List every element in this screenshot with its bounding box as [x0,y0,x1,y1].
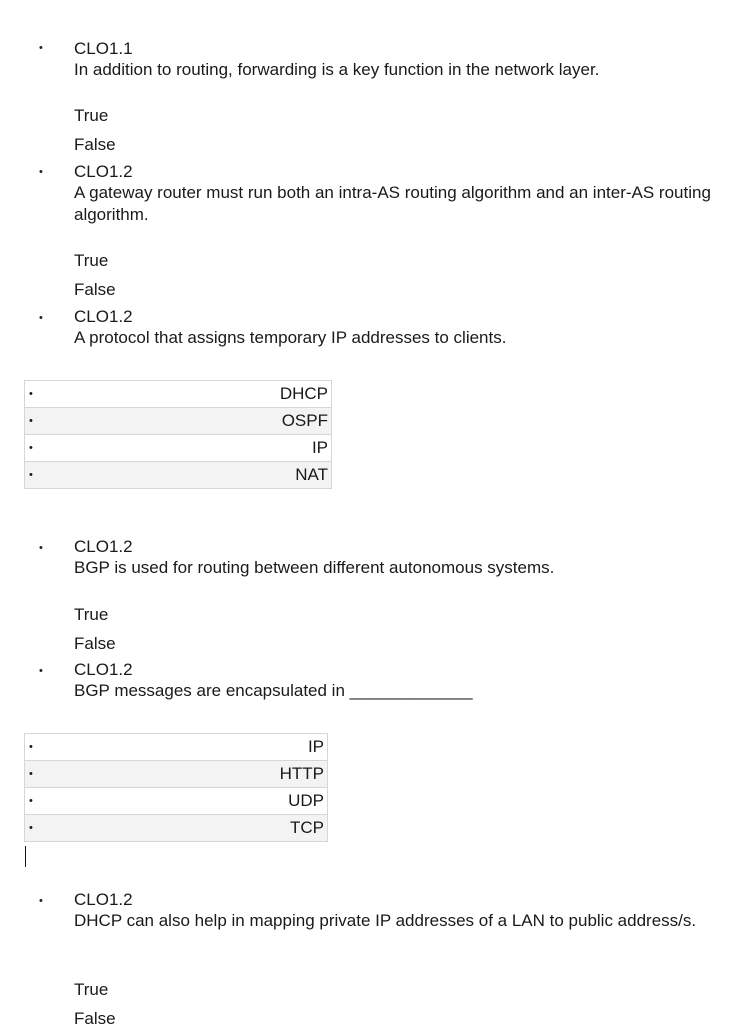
question-5-clo: CLO1.2 [74,660,133,679]
question-2-option-false[interactable]: False [74,280,116,299]
question-4-text: BGP is used for routing between different autonomous systems. [74,558,555,577]
question-4-clo: CLO1.2 [74,537,133,556]
choice-value[interactable]: UDP [45,788,328,815]
question-1-clo: CLO1.1 [74,39,133,58]
bullet-icon: • [25,734,46,761]
text-cursor [25,846,26,867]
bullet-icon: • [25,462,46,489]
question-2-clo: CLO1.2 [74,162,133,181]
question-3-text: A protocol that assigns temporary IP addresses to clients. [74,328,507,347]
choice-row[interactable] [25,435,332,462]
bullet-icon: • [25,381,46,408]
question-1-text: In addition to routing, forwarding is a key function in the network layer. [74,60,600,79]
bullet-icon: • [39,312,43,324]
bullet-icon: • [25,815,46,842]
bullet-icon: • [25,435,46,462]
question-1-option-true[interactable]: True [74,106,109,125]
bullet-icon: • [25,788,46,815]
question-1-option-false[interactable]: False [74,135,116,154]
choice-row[interactable] [25,788,328,815]
choice-value[interactable]: IP [45,435,332,462]
choice-row[interactable] [25,462,332,489]
bullet-icon: • [39,895,43,907]
question-6-clo: CLO1.2 [74,890,133,909]
choice-row[interactable] [25,408,332,435]
choice-row[interactable] [25,734,328,761]
choice-row[interactable] [25,815,328,842]
question-4-option-true[interactable]: True [74,605,109,624]
question-3-choices [24,380,332,489]
choice-value[interactable]: IP [45,734,328,761]
choice-row[interactable] [25,381,332,408]
bullet-icon: • [25,408,46,435]
question-6-option-false[interactable]: False [74,1009,116,1028]
question-6-option-true[interactable]: True [74,980,109,999]
question-5-choices [24,733,328,842]
bullet-icon: • [39,665,43,677]
choice-value[interactable]: NAT [45,462,332,489]
choice-value[interactable]: TCP [45,815,328,842]
bullet-icon: • [25,761,46,788]
bullet-icon: • [39,542,43,554]
choice-row[interactable] [25,761,328,788]
question-2-text: A gateway router must run both an intra-AS routing algorithm and an inter-AS routing algorithm. [74,183,711,224]
question-4-option-false[interactable]: False [74,634,116,653]
choice-value[interactable]: HTTP [45,761,328,788]
question-3-clo: CLO1.2 [74,307,133,326]
question-2-option-true[interactable]: True [74,251,109,270]
bullet-icon: • [39,42,43,54]
bullet-icon: • [39,166,43,178]
question-6-text: DHCP can also help in mapping private IP addresses of a LAN to public address/s. [74,911,697,930]
question-5-text: BGP messages are encapsulated in _____________ [74,681,473,700]
choice-value[interactable]: OSPF [45,408,332,435]
choice-value[interactable]: DHCP [45,381,332,408]
